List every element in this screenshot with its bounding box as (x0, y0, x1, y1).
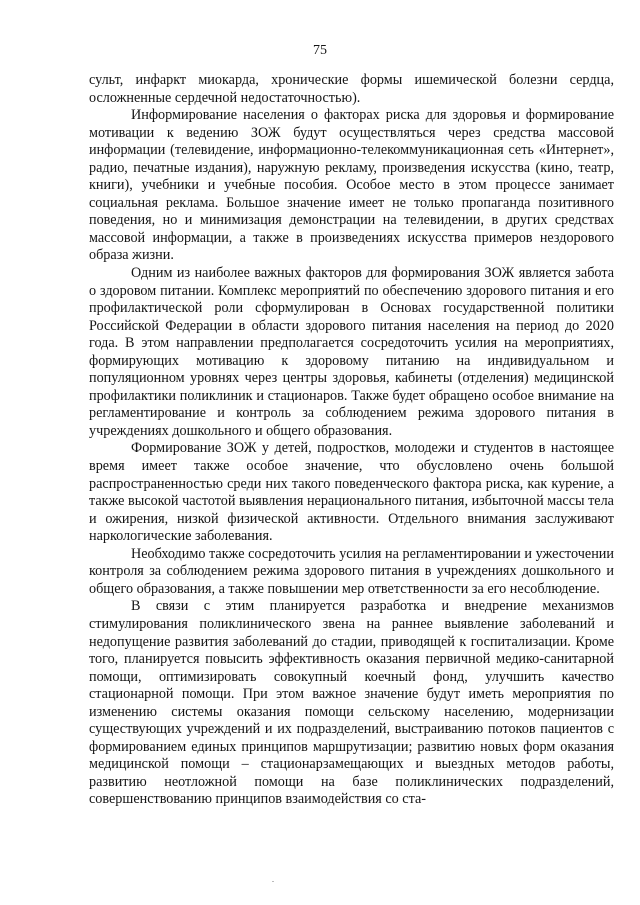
page-number: 75 (313, 43, 327, 58)
paragraph: Одним из наиболее важных факторов для формирования ЗОЖ является забота о здоровом питании. Комплекс мероприятий по обеспечению здорового питания и его профилактической роли сформулирован в Основах государственной политики Российской Федерации в области здорового питания населения на период до 2020 года. В этом направлении предполагается сосредоточить усилия на мероприятиях, формирующих мотивацию к здоровому питанию на индивидуальном и популяционном уровнях через центры здоровья, кабинеты (отделения) медицинской профилактики поликлиник и стационаров. Также будет обращено особое внимание на регламентирование и контроль за соблюдением режима здорового питания в учреждениях дошкольного и общего образования. (89, 265, 614, 439)
scan-speck (272, 881, 274, 882)
paragraph: В связи с этим планируется разработка и внедрение механизмов стимулирования поликлинического звена на раннее выявление заболеваний и недопущение развития заболеваний до стадии, приводящей к госпитализации. Кроме того, планируется повысить эффективность оказания первичной медико-санитарной помощи, оптимизировать совокупный коечный фонд, улучшить качество стационарной помощи. При этом важное значение будут иметь мероприятия по изменению системы оказания помощи сельскому населению, модернизации существующих учреждений и их подразделений, выстраиванию потоков пациентов с формированием единых принципов маршрутизации; развитию новых форм оказания медицинской помощи – стационарзамещающих и выездных методов работы, развитию неотложной помощи на базе поликлинических подразделений, совершенствованию принципов взаимодействия со ста- (89, 598, 614, 808)
paragraph: сульт, инфаркт миокарда, хронические формы ишемической болезни сердца, осложненные сердечной недостаточностью). (89, 72, 614, 106)
body-text (89, 72, 614, 809)
paragraph: Информирование населения о факторах риска для здоровья и формирование мотивации к ведению ЗОЖ будут осуществляться через средства массовой информации (телевидение, информационно-телекоммуникационная сеть «Интернет», радио, печатные издания), наружную рекламу, произведения искусства (кино, театр, книги), учебники и учебные пособия. Особое место в этом процессе занимает социальная реклама. Большое значение имеет не только пропаганда позитивного поведения, но и минимизация демонстрации на телевидении, в других средствах массовой информации, а также в произведениях искусства примеров нездорового образа жизни. (89, 107, 614, 264)
paragraph: Необходимо также сосредоточить усилия на регламентировании и ужесточении контроля за соблюдением режима здорового питания в учреждениях дошкольного и общего образования, а также повышении мер ответственности за его несоблюдение. (89, 545, 614, 597)
paragraph: Формирование ЗОЖ у детей, подростков, молодежи и студентов в настоящее время имеет также особое значение, что обусловлено очень большой распространенностью среди них такого поведенческого фактора риска, как курение, а также высокой частотой выявления нерационального питания, избыточной массы тела и ожирения, низкой физической активности. Отдельного внимания заслуживают наркологические заболевания. (89, 440, 614, 545)
